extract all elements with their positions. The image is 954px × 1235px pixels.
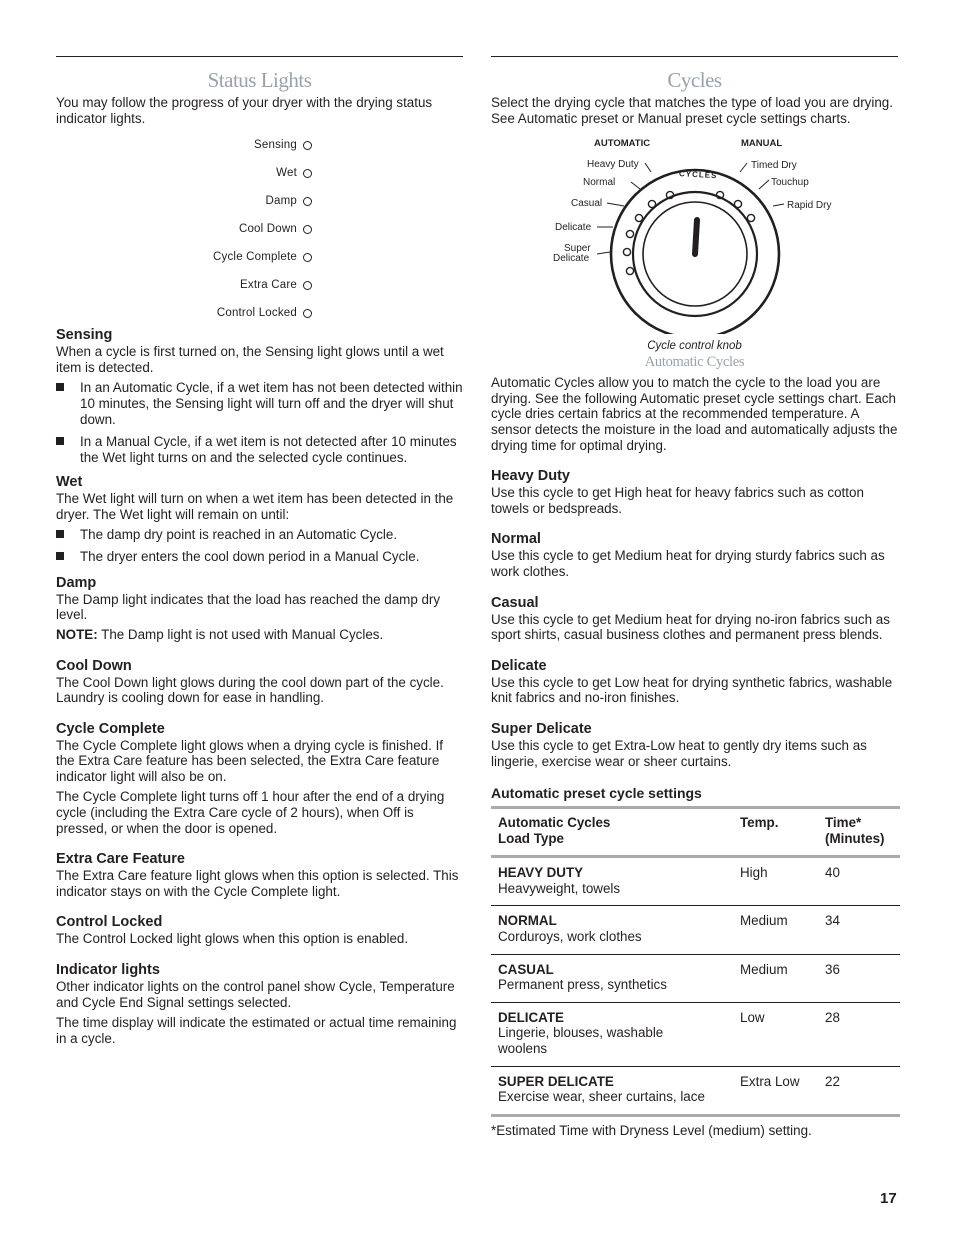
section-text: Use this cycle to get Extra-Low heat to gently dry items such as lingerie, exercise wear or sheer curtains.: [491, 737, 867, 769]
cycle-name: SUPER DELICATE: [498, 1073, 614, 1089]
extra-care-section: [56, 850, 463, 899]
damp-section: [56, 574, 463, 643]
table-cell: Extra Low: [740, 1073, 800, 1089]
leader-line: [759, 180, 769, 189]
load-type: Heavyweight, towels: [498, 880, 621, 896]
light-label: Sensing: [254, 139, 297, 152]
light-label: Extra Care: [240, 279, 297, 292]
table-title: Automatic preset cycle settings: [491, 785, 702, 802]
knob-manual-label: MANUAL: [741, 138, 783, 150]
section-text: The Extra Care feature light glows when this option is selected. This indicator stays on with the Cycle Complete light.: [56, 868, 459, 899]
knob-cycles-label: CYCLES: [678, 169, 718, 181]
load-type: Permanent press, synthetics: [498, 977, 667, 993]
header-text: (Minutes): [825, 830, 885, 846]
section-text: The time display will indicate the estimated or actual time remaining in a cycle.: [56, 1015, 457, 1046]
indicator-dot-icon: [303, 141, 312, 150]
note-text: [56, 627, 463, 643]
section-text: Other indicator lights on the control panel show Cycle, Temperature and Cycle End Signal settings selected.: [56, 979, 455, 1010]
knob-pointer-icon: [695, 220, 697, 254]
page-number: 17: [880, 1190, 897, 1207]
list-item: [56, 527, 463, 543]
cycle-knob-diagram: [491, 134, 898, 353]
section-text: Use this cycle to get Medium heat for drying sturdy fabrics such as work clothes.: [491, 548, 885, 579]
list-item-text: In an Automatic Cycle, if a wet item has not been detected within 10 minutes, the Sensing light will turn off and the dryer will shut down.: [80, 380, 463, 427]
leader-line: [631, 182, 640, 189]
automatic-cycles-subtitle: Automatic Cycles: [644, 354, 745, 371]
bullet-list: [56, 380, 463, 465]
light-label: Wet: [276, 167, 297, 180]
section-heading: Cool Down: [56, 657, 132, 674]
section-text: The Cycle Complete light glows when a drying cycle is finished. If the Extra Care feature has been selected, the Extra Care feature indicator light will also be on.: [56, 737, 444, 784]
table-cell: 28: [825, 1009, 840, 1025]
cool-down-section: [56, 657, 463, 706]
section-text: Use this cycle to get Medium heat for drying no-iron fabrics such as sport shirts, casual business clothes and permanent press blends.: [491, 611, 890, 643]
section-heading: Extra Care Feature: [56, 851, 185, 868]
list-item: [56, 549, 463, 565]
light-sensing: [254, 138, 312, 152]
section-text: The Control Locked light glows when this option is enabled.: [56, 931, 409, 947]
wet-section: [56, 473, 463, 564]
section-heading: Casual: [491, 594, 539, 611]
table-cell: [491, 906, 733, 954]
leader-line: [773, 204, 784, 206]
super-delicate-section: [491, 720, 898, 769]
table-header-row: [491, 808, 900, 857]
light-label: Cool Down: [238, 223, 297, 236]
table-cell: [491, 1002, 733, 1066]
cycle-name: DELICATE: [498, 1009, 564, 1025]
top-rule: [491, 56, 898, 57]
leader-line: [740, 163, 747, 172]
cycle-name: HEAVY DUTY: [498, 865, 584, 881]
section-heading: Sensing: [56, 327, 113, 344]
header-text: Load Type: [498, 830, 564, 846]
table-cell: Medium: [740, 961, 788, 977]
knob-left-label: Delicate: [555, 222, 592, 234]
square-bullet-icon: [56, 552, 64, 560]
intro-text: You may follow the progress of your dryer with the drying status indicator lights.: [56, 95, 433, 126]
leader-line: [645, 163, 651, 172]
load-type: Corduroys, work clothes: [498, 929, 642, 945]
knob-left-label: Heavy Duty: [587, 159, 639, 171]
casual-section: [491, 594, 898, 643]
section-heading: Wet: [56, 474, 83, 491]
section-title: Cycles: [667, 68, 722, 92]
table-cell: [491, 857, 733, 906]
knob-caption: Cycle control knob: [647, 340, 742, 353]
table-cell: 36: [825, 961, 840, 977]
section-heading: Damp: [56, 574, 97, 591]
indicator-dot-icon: [303, 169, 312, 178]
leader-line: [607, 203, 624, 206]
note-body: The Damp light is not used with Manual Cycles.: [97, 626, 384, 642]
section-heading: Control Locked: [56, 914, 163, 931]
section-heading: Normal: [491, 531, 541, 548]
note-label: NOTE:: [56, 626, 98, 642]
cycle-knob-illustration: [491, 134, 898, 334]
section-text: The Cycle Complete light turns off 1 hour after the end of a drying cycle (including the Extra Care cycle of 2 hours), when Off is pressed, or when the door is opened.: [56, 789, 445, 836]
indicator-dot-icon: [303, 253, 312, 262]
status-lights-diagram: [56, 136, 463, 322]
light-label: Control Locked: [216, 307, 297, 320]
knob-left-label: Super: [564, 243, 591, 255]
light-cool-down: [239, 222, 312, 236]
table-cell: Low: [740, 1009, 765, 1025]
status-lights-column: [56, 56, 463, 1046]
bullet-list: [56, 527, 463, 565]
table-footnote: *Estimated Time with Dryness Level (medium) setting.: [491, 1122, 812, 1138]
knob-right-label: Touchup: [771, 177, 809, 189]
table-row: [491, 1066, 900, 1115]
heavy-duty-section: [491, 467, 898, 516]
square-bullet-icon: [56, 530, 64, 538]
section-heading: Super Delicate: [491, 720, 592, 737]
list-item-text: In a Manual Cycle, if a wet item is not detected after 10 minutes the Wet light turns on and the selected cycle continues.: [80, 434, 457, 465]
light-extra-care: [240, 278, 312, 292]
cycle-name: NORMAL: [498, 913, 557, 929]
header-text: Time*: [825, 815, 862, 831]
light-label: Damp: [265, 195, 297, 208]
cycle-name: CASUAL: [498, 961, 554, 977]
table-row: [491, 857, 900, 906]
automatic-preset-table: [491, 806, 900, 1117]
list-item: [56, 434, 463, 465]
indicator-lights-section: [56, 961, 463, 1046]
list-item-text: The dryer enters the cool down period in a Manual Cycle.: [80, 549, 420, 565]
section-text: When a cycle is first turned on, the Sensing light glows until a wet item is detected.: [56, 344, 444, 375]
indicator-dot-icon: [303, 197, 312, 206]
top-rule: [56, 56, 463, 57]
table-cell: High: [740, 865, 768, 881]
table-cell: 34: [825, 913, 840, 929]
control-locked-section: [56, 913, 463, 947]
load-type: Lingerie, blouses, washable woolens: [498, 1025, 664, 1057]
section-text: The Wet light will turn on when a wet item has been detected in the dryer. The Wet light will remain on until:: [56, 491, 454, 522]
indicator-dot-icon: [303, 309, 312, 318]
knob-left-label: Casual: [571, 198, 603, 210]
section-text: The Damp light indicates that the load has reached the damp dry level.: [56, 591, 441, 623]
table-cell: 22: [825, 1073, 840, 1089]
knob-right-label: Rapid Dry: [787, 200, 832, 212]
cycles-column: [491, 56, 898, 1138]
indicator-dot-icon: [303, 281, 312, 290]
normal-section: [491, 530, 898, 579]
column-header: Temp.: [740, 815, 779, 831]
table-cell: 40: [825, 865, 840, 881]
column-header: [491, 808, 733, 857]
light-wet: [276, 166, 312, 180]
section-title: Status Lights: [207, 68, 312, 92]
knob-automatic-label: AUTOMATIC: [594, 138, 651, 150]
square-bullet-icon: [56, 383, 64, 391]
section-heading: Delicate: [491, 657, 547, 674]
knob-right-label: Timed Dry: [751, 160, 797, 172]
list-item: [56, 380, 463, 427]
table-cell: [491, 1066, 733, 1115]
load-type: Exercise wear, sheer curtains, lace: [498, 1089, 705, 1105]
intro-text: Select the drying cycle that matches the type of load you are drying. See Automatic preset or Manual preset cycle settings charts.: [491, 95, 893, 126]
section-text: Use this cycle to get Low heat for drying synthetic fabrics, washable knit fabrics and no-iron finishes.: [491, 674, 893, 706]
light-damp: [266, 194, 312, 208]
column-header: [818, 808, 900, 857]
table-cell: Medium: [740, 913, 788, 929]
knob-left-label: Normal: [583, 177, 616, 189]
indicator-dot-icon: [303, 225, 312, 234]
section-text: Automatic Cycles allow you to match the cycle to the load you are drying. See the following Automatic preset cycle settings chart. Each cycle dries certain fabrics at the recommended temperature. A sensor detects the moisture in the load and automatically adjusts the drying time for optimal drying.: [491, 375, 898, 453]
list-item-text: The damp dry point is reached in an Automatic Cycle.: [80, 526, 398, 542]
table-row: [491, 1002, 900, 1066]
section-heading: Cycle Complete: [56, 720, 165, 737]
delicate-section: [491, 657, 898, 706]
square-bullet-icon: [56, 437, 64, 445]
section-heading: Indicator lights: [56, 962, 160, 979]
section-text: The Cool Down light glows during the cool down part of the cycle. Laundry is cooling down for ease in handling.: [56, 674, 444, 706]
section-heading: Heavy Duty: [491, 468, 570, 485]
knob-left-label: Delicate: [553, 253, 590, 265]
table-row: [491, 906, 900, 954]
light-label: Cycle Complete: [213, 251, 297, 264]
light-control-locked: [217, 306, 312, 320]
leader-line: [597, 252, 610, 254]
header-text: Automatic Cycles: [498, 815, 611, 831]
table-cell: [491, 954, 733, 1002]
light-cycle-complete: [213, 250, 312, 264]
table-row: [491, 954, 900, 1002]
section-text: Use this cycle to get High heat for heavy fabrics such as cotton towels or bedspreads.: [491, 485, 864, 516]
sensing-section: [56, 326, 463, 465]
cycle-complete-section: [56, 720, 463, 837]
